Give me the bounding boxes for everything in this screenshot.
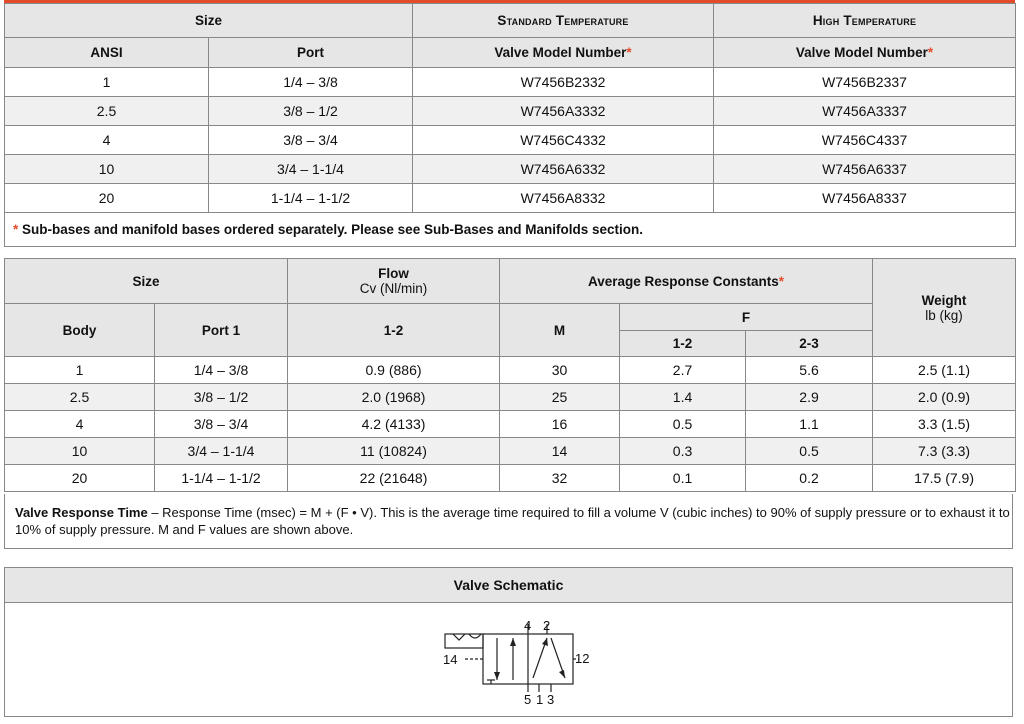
header-body: Body [5,304,155,357]
high-model-cell: W7456A8337 [714,184,1016,213]
flow-cell: 0.9 (886) [288,357,500,384]
table-row [5,184,1016,213]
table-row [5,155,1016,184]
weight-cell: 17.5 (7.9) [873,465,1016,492]
table-row [5,357,1016,384]
header-port-1: Port 1 [155,304,288,357]
header-high-temperature: High Temperature [714,4,1016,38]
m-cell: 30 [500,357,620,384]
performance-table [4,258,1016,492]
port-cell: 3/4 – 1-1/4 [209,155,413,184]
body-cell: 4 [5,411,155,438]
std-model-cell: W7456B2332 [413,68,714,97]
table-row [5,68,1016,97]
table-row [5,411,1016,438]
footnote: * Sub-bases and manifold bases ordered separately. Please see Sub-Bases and Manifolds section. [5,213,1016,247]
m-cell: 14 [500,438,620,465]
table-row [5,465,1016,492]
port-cell: 3/8 – 1/2 [155,384,288,411]
f23-cell: 2.9 [746,384,873,411]
f12-cell: 1.4 [620,384,746,411]
header-valve-model-high: Valve Model Number* [714,38,1016,68]
f23-cell: 0.5 [746,438,873,465]
header-port: Port [209,38,413,68]
f23-cell: 5.6 [746,357,873,384]
body-cell: 20 [5,465,155,492]
header-size: Size [5,259,288,304]
port-2-label: 2 [543,620,551,633]
weight-cell: 2.0 (0.9) [873,384,1016,411]
m-cell: 25 [500,384,620,411]
std-model-cell: W7456C4332 [413,126,714,155]
f23-cell: 0.2 [746,465,873,492]
table-row [5,97,1016,126]
body-cell: 1 [5,357,155,384]
flow-cell: 11 (10824) [288,438,500,465]
table-row [5,384,1016,411]
schematic-title: Valve Schematic [5,568,1012,603]
f23-cell: 1.1 [746,411,873,438]
flow-cell: 4.2 (4133) [288,411,500,438]
body-cell: 2.5 [5,384,155,411]
high-model-cell: W7456A6337 [714,155,1016,184]
header-ansi: ANSI [5,38,209,68]
ansi-cell: 20 [5,184,209,213]
weight-cell: 3.3 (1.5) [873,411,1016,438]
header-valve-model-std: Valve Model Number* [413,38,714,68]
header-flow: Flow Cv (Nl/min) [288,259,500,304]
header-m: M [500,304,620,357]
f12-cell: 0.3 [620,438,746,465]
high-model-cell: W7456A3337 [714,97,1016,126]
port-4-label: 4 [524,620,532,633]
f12-cell: 0.1 [620,465,746,492]
port-cell: 3/8 – 3/4 [209,126,413,155]
m-cell: 16 [500,411,620,438]
high-model-cell: W7456B2337 [714,68,1016,97]
header-f: F [620,304,873,331]
flow-cell: 2.0 (1968) [288,384,500,411]
body-cell: 10 [5,438,155,465]
m-cell: 32 [500,465,620,492]
valve-schematic-panel [4,567,1013,717]
ansi-cell: 1 [5,68,209,97]
port-cell: 3/8 – 1/2 [209,97,413,126]
std-model-cell: W7456A3332 [413,97,714,126]
std-model-cell: W7456A6332 [413,155,714,184]
header-size: Size [5,4,413,38]
solenoid-icon [445,634,483,648]
std-model-cell: W7456A8332 [413,184,714,213]
f12-cell: 2.7 [620,357,746,384]
header-weight: Weight lb (kg) [873,259,1016,357]
ansi-cell: 4 [5,126,209,155]
port-1-label: 1 [536,692,544,707]
port-cell: 1/4 – 3/8 [155,357,288,384]
ansi-cell: 2.5 [5,97,209,126]
table-row [5,126,1016,155]
header-average-response-constants: Average Response Constants* [500,259,873,304]
port-cell: 1/4 – 3/8 [209,68,413,97]
port-cell: 1-1/4 – 1-1/2 [209,184,413,213]
weight-cell: 2.5 (1.1) [873,357,1016,384]
header-f-1-2: 1-2 [620,331,746,357]
port-14-label: 14 [443,652,458,667]
f12-cell: 0.5 [620,411,746,438]
port-12-label: 12 [575,651,590,666]
header-standard-temperature: Standard Temperature [413,4,714,38]
ansi-cell: 10 [5,155,209,184]
high-model-cell: W7456C4337 [714,126,1016,155]
port-cell: 3/8 – 3/4 [155,411,288,438]
spring-icon [453,634,465,640]
header-f-2-3: 2-3 [746,331,873,357]
port-cell: 1-1/4 – 1-1/2 [155,465,288,492]
table-row [5,438,1016,465]
port-5-label: 5 [524,692,532,707]
weight-cell: 7.3 (3.3) [873,438,1016,465]
response-time-note: Valve Response Time – Response Time (msec) = M + (F • V). This is the average time required to fill a volume V (cubic inches) to 90% of supply pressure or to exhaust it to 10% of supply pressure. M and F values are shown above. [4,494,1013,549]
port-cell: 3/4 – 1-1/4 [155,438,288,465]
model-number-table [4,3,1016,247]
port-3-label: 3 [547,692,555,707]
flow-cell: 22 (21648) [288,465,500,492]
header-flow-1-2: 1-2 [288,304,500,357]
valve-schematic-diagram [435,620,595,720]
